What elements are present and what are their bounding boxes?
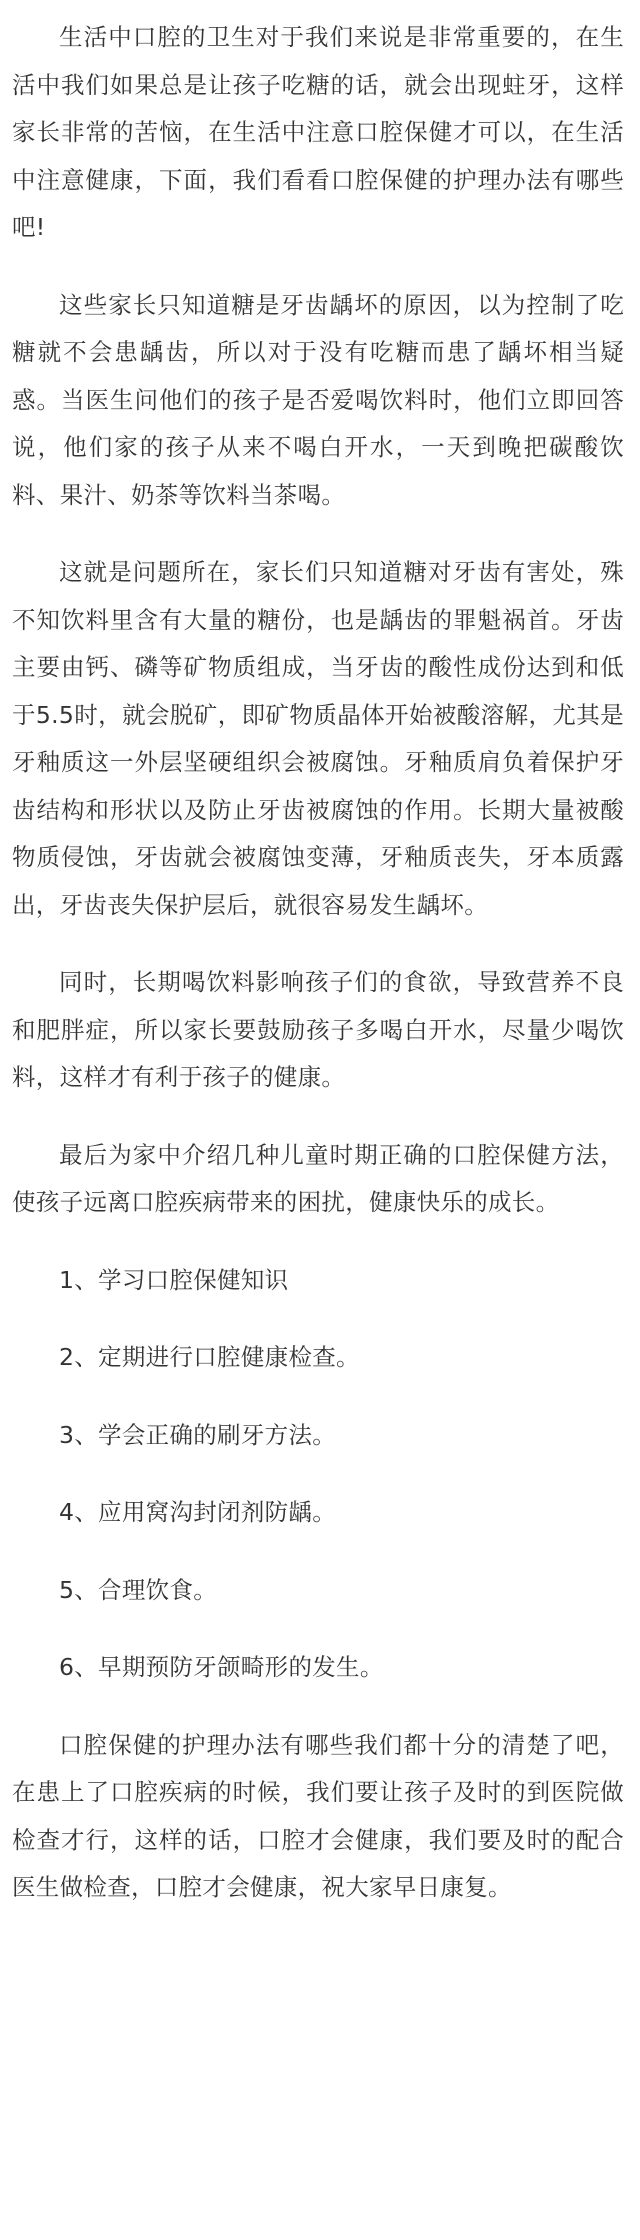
list-item: 6、早期预防牙颌畸形的发生。 [59,1653,384,1681]
sugar-paragraph: 这些家长只知道糖是牙齿龋坏的原因，以为控制了吃糖就不会患龋齿，所以对于没有吃糖而患了龋坏相当疑惑。当医生问他们的孩子是否爱喝饮料时，他们立即回答说，他们家的孩子从来不喝白开水，一天到晚把碳酸饮料、果汁、奶茶等饮料当茶喝。 [12,290,624,509]
appetite-paragraph: 同时，长期喝饮料影响孩子们的食欲，导致营养不良和肥胖症，所以家长要鼓励孩子多喝白开水，尽量少喝饮料，这样才有利于孩子的健康。 [12,968,624,1091]
intro-paragraph: 生活中口腔的卫生对于我们来说是非常重要的，在生活中我们如果总是让孩子吃糖的话，就会出现蛀牙，这样家长非常的苦恼，在生活中注意口腔保健才可以，在生活中注意健康，下面，我们看看口腔保健的护理办法有哪些吧! [12,23,624,241]
list-item: 4、应用窝沟封闭剂防龋。 [59,1498,337,1526]
list-item: 2、定期进行口腔健康检查。 [59,1343,360,1371]
closing-paragraph: 口腔保健的护理办法有哪些我们都十分的清楚了吧，在患上了口腔疾病的时候，我们要让孩子及时的到医院做检查才行，这样的话，口腔才会健康，我们要及时的配合医生做检查，口腔才会健康，祝大家早日康复。 [12,1730,624,1901]
list-item: 3、学会正确的刷牙方法。 [59,1420,337,1449]
article-body [12,14,624,1942]
list-item: 1、学习口腔保健知识 [59,1265,289,1294]
drinks-paragraph: 这就是问题所在，家长们只知道糖对牙齿有害处，殊不知饮料里含有大量的糖份，也是龋齿的罪魁祸首。牙齿主要由钙、磷等矿物质组成，当牙齿的酸性成份达到和低于5.5时，就会脱矿，即矿物质晶体开始被酸溶解，尤其是牙釉质这一外层坚硬组织会被腐蚀。牙釉质肩负着保护牙齿结构和形状以及防止牙齿被腐蚀的作用。长期大量被酸物质侵蚀，牙齿就会被腐蚀变薄，牙釉质丧失，牙本质露出，牙齿丧失保护层后，就很容易发生龋坏。 [12,558,624,919]
list-item: 5、合理饮食。 [59,1575,218,1604]
methods-intro-paragraph: 最后为家中介绍几种儿童时期正确的口腔保健方法，使孩子远离口腔疾病带来的困扰，健康快乐的成长。 [12,1140,624,1216]
